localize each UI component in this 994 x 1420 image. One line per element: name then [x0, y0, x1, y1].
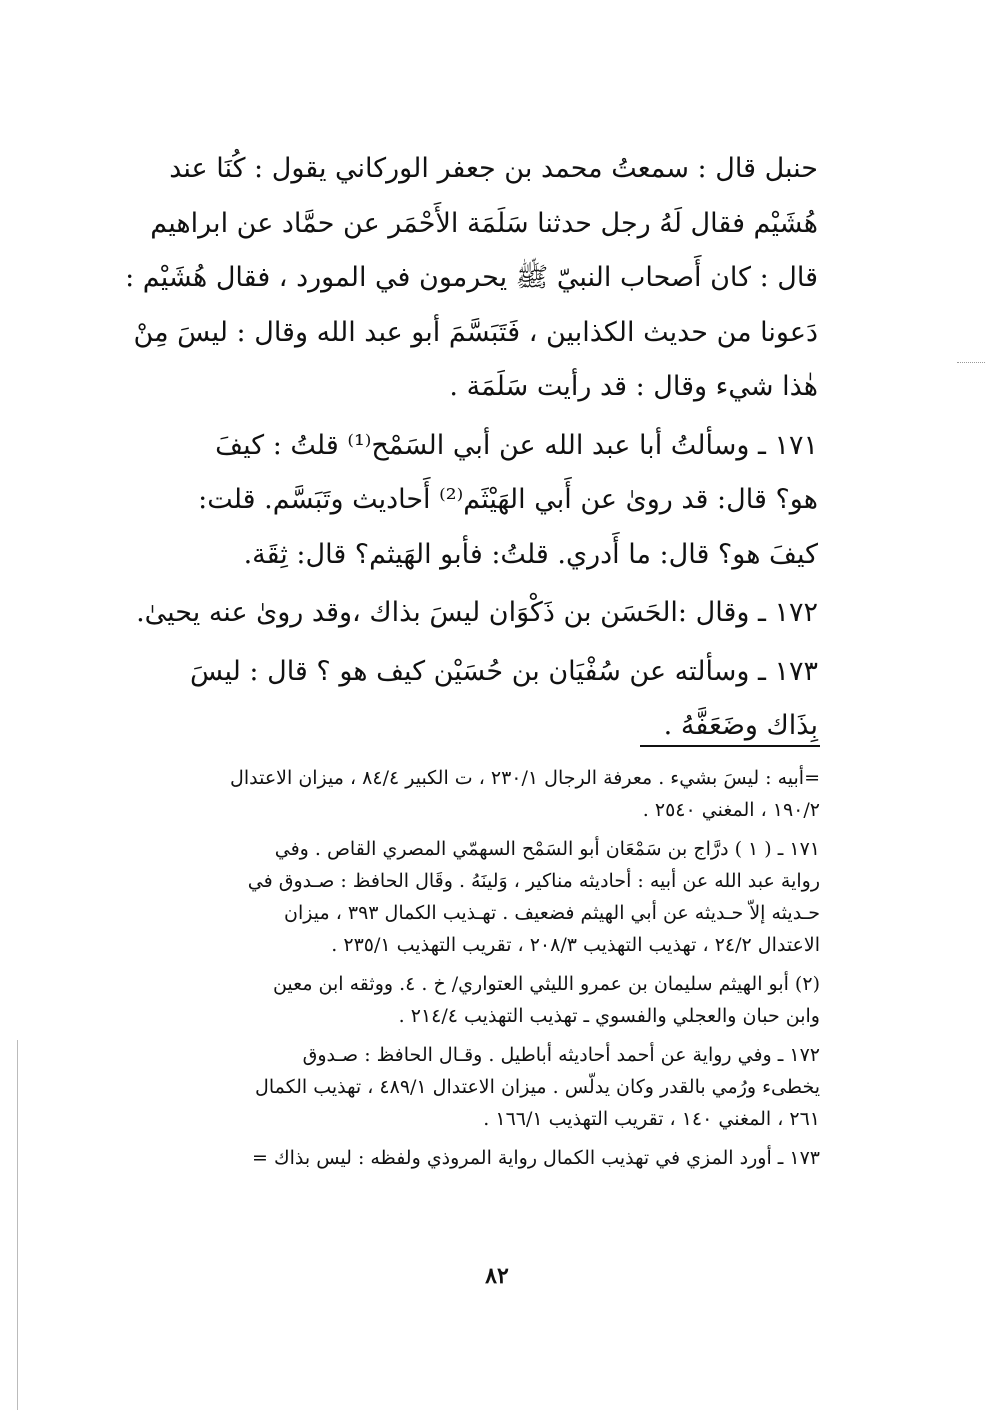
footnote-separator [640, 745, 820, 747]
main-line: هُشَيْم فقال لَهُ رجل حدثنا سَلَمَة الأَحْمَر عن حمَّاد عن ابراهيم [150, 207, 818, 239]
main-line: ١٧٢ ـ وقال :الحَسَن بن ذَكْوَان ليسَ بذاك ،وقد روىٰ عنه يحيىٰ. [136, 597, 818, 628]
footnotes [120, 762, 820, 1174]
footnote-line: رواية عبد الله عن أبيه : أحاديثه مناكير ، وَلينَهُ . وقَال الحافظ : صـدوق في [247, 870, 820, 892]
footnote-line: ١٧٢ ـ وفي رواية عن أحمد أحاديثه أباطيل . وقـال الحافظ : صـدوق [302, 1044, 820, 1066]
main-line: حنبل قال : سمعتُ محمد بن جعفر الوركاني يقول : كُنَا عند [169, 153, 818, 184]
footnote-line: ١٩٠/٢ ، المغني ٢٥٤٠ . [642, 799, 820, 821]
footnote-line: ١٧١ ـ ( ١ ) درَّاج بن سَمْعَان أبو السَمْح السهمّي المصري القاص . وفي [274, 838, 820, 860]
main-line: قال : كان أَصحاب النبيّ ﷺ يحرمون في المورد ، فقال هُشَيْم : [125, 262, 818, 293]
page-number: ٨٢ [485, 1263, 509, 1289]
main-text [118, 142, 818, 754]
footnote-line: وابن حبان والعجلي والفسوي ـ تهذيب التهذيب ٢١٤/٤ . [398, 1005, 820, 1027]
main-line: ١٧٣ ـ وسألته عن سُفْيَان بن حُسَيْن كيف هو ؟ قال : ليسَ [190, 655, 818, 687]
scan-margin-line [17, 1040, 18, 1410]
footnote-line: ٢٦١ ، المغني ١٤٠ ، تقريب التهذيب ١٦٦/١ . [483, 1108, 820, 1130]
main-line: هو؟ قال: قد روىٰ عن أَبي الهَيْثَم⁽²⁾ أَحاديث وتَبَسَّم. قلت: [198, 484, 818, 515]
footnote-line: حـديثه إلاّ حـديثه عن أبي الهيثم فضعيف . تهـذيب الكمال ٣٩٣ ، ميزان [284, 902, 820, 924]
footnote-line: ١٧٣ ـ أورد المزي في تهذيب الكمال رواية المروذي ولفظه : ليس بذاك = [252, 1147, 820, 1169]
scan-margin-mark [957, 362, 985, 364]
main-line: هٰذا شيء وقال : قد رأيت سَلَمَة . [449, 371, 818, 402]
footnote-line: يخطىء ورُمي بالقدر وكان يدلّس . ميزان الاعتدال ٤٨٩/١ ، تهذيب الكمال [255, 1076, 820, 1098]
footnote-line: (٢) أبو الهيثم سليمان بن عمرو الليثي العتواري/ خ . ٤. ووثقه ابن معين [272, 973, 820, 995]
footnote-line: الاعتدال ٢٤/٢ ، تهذيب التهذيب ٢٠٨/٣ ، تقريب التهذيب ٢٣٥/١ . [331, 934, 820, 956]
main-line: كيفَ هو؟ قال: ما أَدري. قلتُ: فأبو الهَيثم؟ قال: ثِقَة. [243, 538, 818, 570]
main-line: بِذَاك وضَعَفَّهُ . [663, 710, 818, 741]
main-line: ١٧١ ـ وسألتُ أبا عبد الله عن أبي السَمْح⁽¹⁾ قلتُ : كيفَ [215, 429, 818, 461]
footnote-line: =أبيه : ليسَ بشيء . معرفة الرجال ٢٣٠/١ ، ت الكبير ٨٤/٤ ، ميزان الاعتدال [230, 767, 820, 789]
main-line: دَعونا من حديث الكذابين ، فَتَبَسَّمَ أبو عبد الله وقال : ليسَ مِنْ [133, 316, 818, 348]
